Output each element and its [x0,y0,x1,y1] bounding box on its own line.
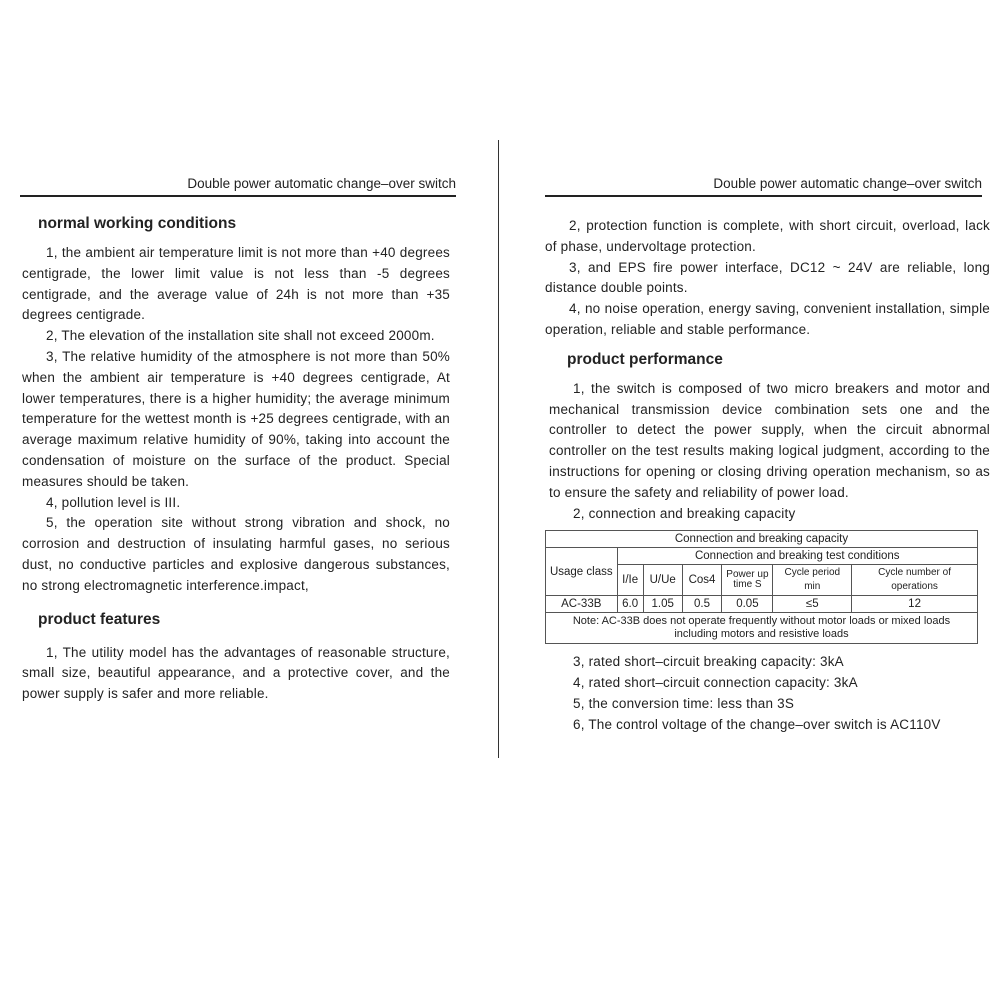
condition-paragraph: 4, pollution level is III. [46,494,181,510]
usage-class-header: Usage class [546,548,618,596]
feature-paragraph: 1, The utility model has the advantages of reasonable structure, small size, beautiful appearance, and a protective cover, and the power supply is safer and more reliable. [22,644,450,702]
right-page-header: Double power automatic change–over switch [545,176,982,197]
feature-paragraph: 3, and EPS fire power interface, DC12 ~ 24V are reliable, long distance double points. [545,259,990,296]
column-header: Cos4 [682,565,722,596]
feature-paragraph: 2, protection function is complete, with short circuit, overload, lack of phase, undervoltage protection. [545,218,990,254]
column-header: U/Ue [643,565,682,596]
capacity-item: 6, The control voltage of the change–over switch is AC110V [573,716,941,732]
left-page-header: Double power automatic change–over switch [20,176,456,197]
table-cell: 6.0 [617,596,643,613]
column-header: Cycle number of operations [852,565,978,596]
table-cell: 0.05 [722,596,773,613]
table-cell: ≤5 [773,596,852,613]
table-note: Note: AC-33B does not operate frequently without motor loads or mixed loads including motors and resistive loads [546,613,978,644]
table-cell: 12 [852,596,978,613]
product-features-title: product features [38,610,161,628]
table-row [546,596,978,613]
performance-paragraph: 2, connection and breaking capacity [573,505,796,521]
capacity-item: 4, rated short–circuit connection capacity: 3kA [573,675,858,691]
table-cell: 0.5 [682,596,722,613]
condition-paragraph: 3, The relative humidity of the atmosphere is not more than 50% when the ambient air temperature is +40 degrees centigrade, At lower temperatures, there is a higher humidity; the average minimum temperature for the wettest month is +25 degrees centigrade, with an average maximum relative humidity of 90%, taking into account the condensation of moisture on the surface of the product. Special measures should be taken. [22,348,450,489]
column-header: I/Ie [617,565,643,596]
table-cell: 1.05 [643,596,682,613]
table-caption: Connection and breaking capacity [546,531,978,548]
left-page-content [22,213,450,705]
capacity-item: 3, rated short–circuit breaking capacity: 3kA [573,654,844,670]
page-divider [498,140,499,758]
table-cell: AC-33B [546,596,618,613]
normal-working-conditions-title: normal working conditions [38,215,237,232]
capacity-item: 5, the conversion time: less than 3S [573,695,795,711]
capacity-table [545,530,978,644]
feature-paragraph: 4, no noise operation, energy saving, convenient installation, simple operation, reliable and stable performance. [545,301,990,337]
column-header: Cycle period min [773,565,852,596]
condition-paragraph: 2, The elevation of the installation site shall not exceed 2000m. [46,328,435,344]
right-page-content [545,216,990,736]
condition-paragraph: 5, the operation site without strong vibration and shock, no corrosion and destruction of insulating harmful gases, no serious dust, no conductive particles and explosive dangerous substances, no strong electromagnetic interference.impact, [22,515,450,593]
performance-paragraph: 1, the switch is composed of two micro breakers and motor and mechanical transmission device combination sets one and the controller to detect the power supply, when the circuit abnormal controller on the test results making logical judgment, according to the instructions for opening or closing driving operation mechanism, so as to ensure the safety and reliability of power load. [549,380,990,500]
condition-paragraph: 1, the ambient air temperature limit is not more than +40 degrees centigrade, the lower limit value is not less than -5 degrees centigrade, and the average value of 24h is not more than +35 degrees centigrade. [22,245,450,323]
test-conditions-header: Connection and breaking test conditions [617,548,977,565]
product-performance-title: product performance [567,350,723,368]
column-header: Power up time S [722,565,773,596]
